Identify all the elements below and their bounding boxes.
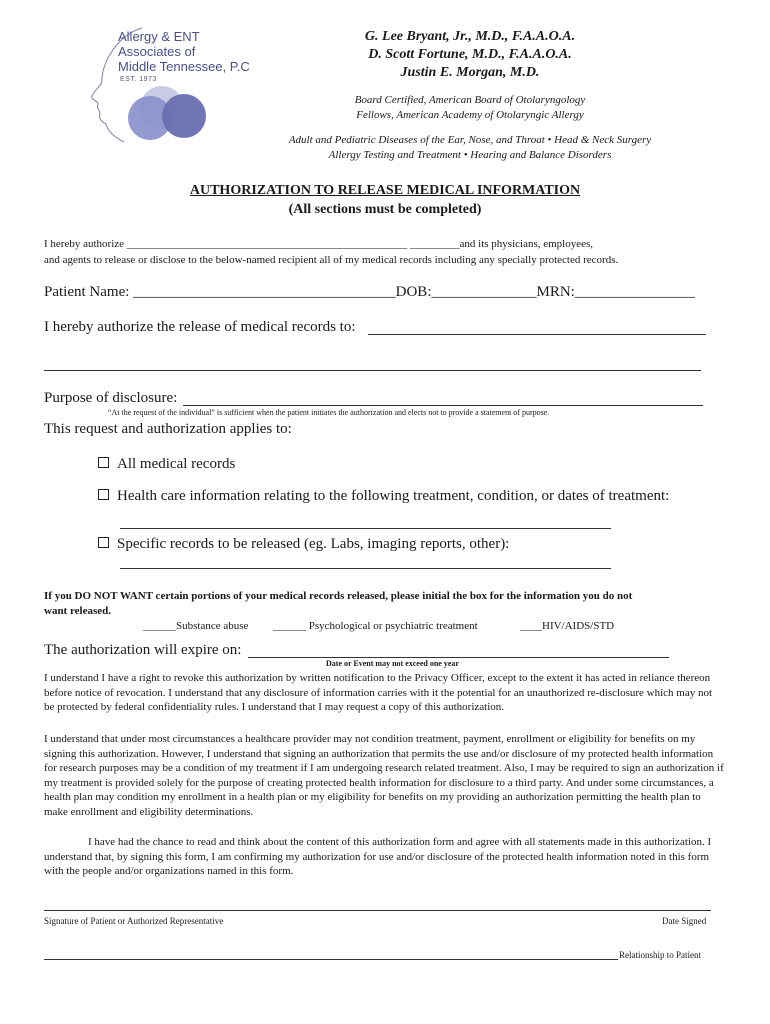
form-subtitle: (All sections must be completed) — [288, 202, 482, 217]
checkbox-all-records[interactable] — [98, 457, 109, 468]
doctor-1: G. Lee Bryant, Jr., M.D., F.A.A.O.A. — [364, 29, 576, 44]
exclude-notice: If you DO NOT WANT certain portions of your medical records released, please initial the box for the information you do not want released. — [44, 590, 633, 617]
authorize-line-2: and agents to release or disclose to the below-named recipient all of my medical records including any specially protected records. — [44, 254, 619, 266]
release-to-label: I hereby authorize the release of medical records to: — [44, 319, 356, 335]
certifications: Board Certified, American Board of Otolaryngology Fellows, American Academy of Otolaryngic Allergy — [354, 94, 586, 121]
signature-label: Signature of Patient or Authorized Representative — [44, 916, 224, 926]
relationship-field[interactable] — [44, 959, 618, 960]
patient-info-line[interactable]: Patient Name: ___________________________________DOB:______________MRN:________________ — [44, 284, 695, 300]
form-title: AUTHORIZATION TO RELEASE MEDICAL INFORMATION — [189, 183, 581, 198]
checkbox-health-care-info[interactable] — [98, 489, 109, 500]
expire-field[interactable] — [248, 657, 669, 658]
option-all-records[interactable]: All medical records — [98, 456, 235, 473]
conditions-paragraph: I understand that under most circumstances a healthcare provider may not condition treatment, payment, enrollment or eligibility for benefits on my signing this authorization. However, I understand that signing an authorization that permits the use and/or disclosure of my protected health information for research purposes may be a condition of my treatment if I am undergoing research related treatment. Also, I may be required to sign an authorization if my treatment is provided solely for the purpose of creating protected health information for disclosure to a third party. And under some circumstances, a health plan may condition my enrollment in a health plan or my eligibility for benefits on my providing an authorization permitting the health plan to make enrollment and eligibility determinations. — [44, 733, 724, 818]
checkbox-specific-records[interactable] — [98, 537, 109, 548]
release-to-field-2[interactable] — [44, 370, 701, 371]
exclude-substance-abuse[interactable]: ______Substance abuse — [143, 620, 249, 632]
revoke-paragraph: I understand I have a right to revoke this authorization by written notification to the Privacy Officer, except to the extent it has acted in reliance thereon before notice of revocation. I understand that any disclosure of information carries with it the potential for an unauthorized re-disclosure which may not be protected by federal confidentiality rules. I understand that I may request a copy of this authorization. — [44, 672, 713, 713]
exclude-hiv[interactable]: ____HIV/AIDS/STD — [520, 620, 615, 632]
authorize-line-1[interactable]: I hereby authorize ___________________________________________________ _________and its physicians, employees, — [44, 238, 594, 250]
release-to-field[interactable] — [368, 334, 706, 335]
expire-note: Date or Event may not exceed one year — [326, 659, 459, 668]
exclude-psychological[interactable]: ______ Psychological or psychiatric treatment — [273, 620, 478, 632]
applies-to-label: This request and authorization applies to: — [44, 421, 292, 437]
specific-records-field[interactable] — [120, 568, 611, 569]
purpose-label: Purpose of disclosure: — [44, 390, 178, 406]
option-health-care-info[interactable]: Health care information relating to the following treatment, condition, or dates of treatment: — [98, 488, 669, 505]
logo-name: Allergy & ENT Associates of Middle Tennessee, P.C — [118, 29, 250, 74]
signature-field[interactable] — [44, 910, 711, 911]
logo-established: EST. 1973 — [120, 76, 157, 83]
date-signed-label: Date Signed — [662, 916, 707, 926]
option-specific-records[interactable]: Specific records to be released (eg. Labs, imaging reports, other): — [98, 536, 509, 553]
purpose-note: “At the request of the individual” is sufficient when the patient initiates the authorization and elects not to provide a statement of purpose. — [108, 408, 550, 417]
authorize-paragraph — [44, 236, 744, 268]
doctor-3: Justin E. Morgan, M.D. — [400, 65, 540, 80]
doctor-2: D. Scott Fortune, M.D., F.A.A.O.A. — [368, 47, 572, 62]
expire-label: The authorization will expire on: — [44, 642, 242, 658]
agreement-paragraph: I have had the chance to read and think about the content of this authorization form and agree with all statements made in this authorization. I understand that, by signing this form, I am confirming my authorization for use and/or disclosure of the protected health information noted in this form with the people and/or organizations named in this form. — [44, 836, 712, 877]
health-care-info-field[interactable] — [120, 528, 611, 529]
doctor-list — [250, 28, 690, 82]
purpose-field[interactable] — [183, 405, 703, 406]
logo-circle-right — [162, 94, 206, 138]
services: Adult and Pediatric Diseases of the Ear, Nose, and Throat • Head & Neck Surgery Allergy Testing and Treatment • Hearing and Balance Disorders — [288, 134, 652, 161]
relationship-label: Relationship to Patient — [619, 950, 701, 960]
